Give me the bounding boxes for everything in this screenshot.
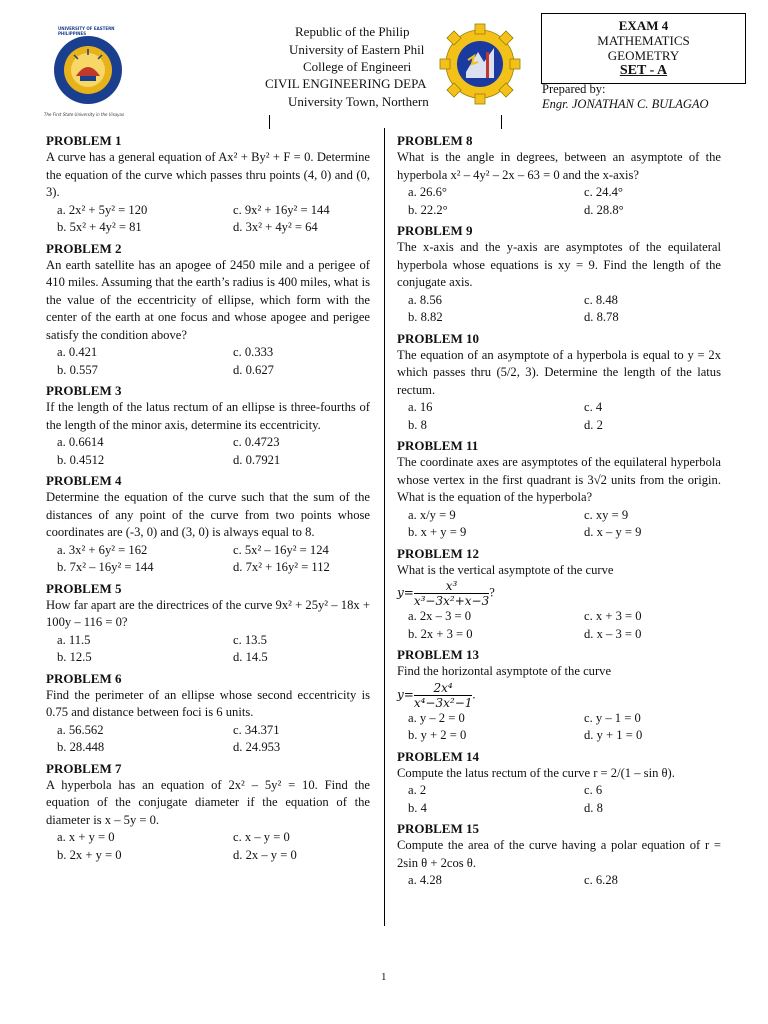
problem-title: PROBLEM 12 (397, 545, 479, 561)
option-a: a. 56.562 (57, 722, 104, 737)
page-number: 1 (381, 971, 387, 983)
option-c: c. 0.333 (233, 345, 274, 359)
engineering-gear-logo (438, 22, 522, 106)
problem-text: Determine the equation of the curve such that the sum of the distances of any point of the curve from two points whose coordinates are (-3, 0) and (3, 0) is always equal to 8. (46, 490, 370, 539)
option-c: c. y – 1 = 0 (584, 710, 641, 725)
subject-label: MATHEMATICS (597, 33, 690, 48)
equation-lhs: y= (397, 585, 414, 600)
option-a: a. 16 (408, 400, 433, 414)
seal-motto: The First State University in the Visayas (44, 112, 125, 117)
prepared-by-label: Prepared by: (542, 82, 606, 96)
equation-end: ? (489, 585, 495, 600)
option-c: c. 24.4° (584, 185, 623, 199)
option-d: d. 14.5 (233, 650, 268, 664)
seal-text: UNIVERSITY OF EASTERN PHILIPPINES (58, 26, 115, 36)
option-a: a. 2x² + 5y² = 120 (57, 202, 148, 217)
problem-title: PROBLEM 14 (397, 748, 479, 764)
topic-label: GEOMETRY (607, 48, 680, 63)
problem-title: PROBLEM 6 (46, 670, 122, 686)
option-c: c. 13.5 (233, 632, 267, 647)
problem-text-lead: Find the horizontal asymptote of the curve (397, 664, 612, 678)
option-c: c. 5x² – 16y² = 124 (233, 542, 329, 557)
problem-block (46, 670, 370, 757)
option-d: d. 2 (584, 417, 603, 432)
right-column (397, 129, 721, 890)
problem-title: PROBLEM 5 (46, 580, 122, 596)
problem-block (46, 580, 370, 667)
problem-text: A curve has a general equation of Ax² + By² + F = 0. Determine the equation of the curve which passes thru points (4, 0) and (0, 3). (46, 150, 370, 199)
problem-title: PROBLEM 3 (46, 383, 122, 398)
header-tick-right (501, 115, 502, 129)
exam-label: EXAM 4 (618, 18, 669, 33)
option-d: d. x – 3 = 0 (584, 626, 642, 641)
option-c: c. 4 (584, 400, 603, 414)
problem-block (397, 820, 721, 890)
option-d: d. y + 1 = 0 (584, 728, 643, 742)
equation-numerator: x³ (414, 579, 489, 594)
left-column (46, 129, 370, 864)
column-divider (384, 128, 385, 926)
option-b: b. 0.557 (57, 362, 98, 377)
problem-block (46, 760, 370, 865)
problem-title: PROBLEM 13 (397, 647, 479, 662)
option-c: c. 34.371 (233, 722, 280, 737)
equation-fraction (414, 579, 489, 608)
option-c: c. x – y = 0 (233, 830, 290, 844)
option-d: d. 7x² + 16y² = 112 (233, 560, 330, 574)
prepared-by-name: Engr. JONATHAN C. BULAGAO (542, 97, 709, 111)
problem-text: The x-axis and the y-axis are asymptotes of the equilateral hyperbola whose equations is xy = 9. Find the length of the conjugate axis. (397, 240, 721, 289)
option-d: d. x – y = 9 (584, 525, 642, 539)
header-line-1: Republic of the Philip (295, 24, 410, 39)
option-b: b. y + 2 = 0 (408, 728, 467, 742)
problem-title: PROBLEM 11 (397, 438, 479, 453)
problem-block (46, 472, 370, 577)
option-d: d. 8.78 (584, 310, 619, 324)
option-a: a. 4.28 (408, 873, 442, 887)
equation-lhs: y= (397, 686, 414, 701)
option-b: b. 2x + y = 0 (57, 847, 122, 862)
set-label: SET - A (619, 63, 668, 78)
option-d: d. 0.7921 (233, 452, 281, 467)
header-line-2: University of Eastern Phil (289, 42, 425, 57)
option-b: b. 0.4512 (57, 452, 105, 467)
problem-block (46, 382, 370, 469)
option-a: a. 8.56 (408, 292, 442, 307)
problem-text: Find the perimeter of an ellipse whose second eccentricity is 0.75 and distance between foci is 6 units. (46, 687, 370, 719)
option-a: a. 11.5 (57, 632, 91, 647)
problem-text: The coordinate axes are asymptotes of the equilateral hyperbola whose vertex in the first quadrant is 3√2 units from the origin. What is the equation of the hyperbola? (397, 455, 721, 504)
problem-text: What is the angle in degrees, between an asymptote of the hyperbola x² – 4y² – 2x – 63 = 0 and the x-axis? (397, 150, 721, 182)
header-tick-left (269, 115, 270, 129)
problem-block (46, 240, 370, 380)
header-line-5: University Town, Northern (288, 94, 429, 109)
option-a: a. 2x – 3 = 0 (408, 609, 472, 623)
problem-text: Compute the latus rectum of the curve r = 2/(1 – sin θ). (397, 765, 675, 780)
option-b: b. 2x + 3 = 0 (408, 626, 473, 641)
option-d: d. 24.953 (233, 740, 281, 754)
equation-fraction (413, 680, 476, 710)
option-c: c. 9x² + 16y² = 144 (233, 202, 330, 217)
option-c: c. x + 3 = 0 (584, 609, 642, 623)
option-d: d. 8 (584, 800, 603, 815)
option-c: c. 0.4723 (233, 435, 280, 449)
option-a: a. x + y = 0 (57, 830, 115, 844)
problem-block (397, 646, 721, 745)
option-a: a. 26.6° (408, 185, 447, 199)
option-b: b. 5x² + 4y² = 81 (57, 220, 142, 234)
problem-title: PROBLEM 4 (46, 473, 122, 488)
option-b: b. 22.2° (408, 202, 448, 217)
problem-text: Compute the area of the curve having a polar equation of r = 2sin θ + 2cos θ. (397, 838, 721, 870)
option-d: d. 28.8° (584, 202, 624, 217)
equation-end: . (472, 686, 476, 701)
option-b: b. 4 (408, 800, 427, 815)
equation-denominator: x⁴−3x²−1 (413, 695, 473, 710)
header-line-4: CIVIL ENGINEERING DEPA (265, 76, 427, 91)
option-b: b. 7x² – 16y² = 144 (57, 560, 154, 574)
problem-block (397, 330, 721, 435)
university-seal-logo (38, 22, 138, 122)
option-d: d. 3x² + 4y² = 64 (233, 220, 318, 234)
option-b: b. 8.82 (408, 310, 443, 324)
option-b: b. 8 (408, 417, 427, 432)
problem-block (397, 222, 721, 327)
header-line-3: College of Engineeri (303, 59, 412, 74)
option-b: b. 28.448 (57, 740, 105, 754)
problem-title: PROBLEM 15 (397, 821, 479, 836)
option-d: d. 0.627 (233, 362, 274, 377)
problem-title: PROBLEM 9 (397, 223, 473, 238)
option-a: a. 0.421 (57, 345, 98, 359)
problem-block (397, 545, 721, 644)
option-c: c. xy = 9 (584, 507, 629, 522)
option-d: d. 2x – y = 0 (233, 847, 297, 862)
problem-text: A hyperbola has an equation of 2x² – 5y² = 10. Find the equation of the conjugate diameter if the equation of the diameter is x – 5y = 0. (46, 777, 370, 827)
problem-text: How far apart are the directrices of the curve 9x² + 25y² – 18x + 100y – 116 = 0? (46, 597, 370, 629)
problem-text (397, 663, 721, 710)
problem-title: PROBLEM 7 (46, 760, 122, 776)
option-a: a. 2 (408, 783, 427, 797)
option-a: a. 0.6614 (57, 435, 104, 449)
problem-text-lead: What is the vertical asymptote of the curve (397, 562, 614, 577)
problem-title: PROBLEM 2 (46, 240, 122, 256)
problem-text: The equation of an asymptote of a hyperbola is equal to y = 2x which passes thru (5/2, 3). Determine the length of the latus rectum. (397, 347, 721, 397)
option-b: b. 12.5 (57, 650, 92, 664)
option-a: a. y – 2 = 0 (408, 710, 465, 725)
problem-text (397, 562, 721, 609)
exam-info-box (541, 13, 746, 84)
option-c: c. 8.48 (584, 292, 618, 307)
option-a: a. 3x² + 6y² = 162 (57, 542, 148, 557)
problem-block (397, 748, 721, 818)
problem-text: If the length of the latus rectum of an ellipse is three-fourths of the length of the minor axis, determine its eccentricity. (46, 400, 370, 432)
problem-title: PROBLEM 10 (397, 330, 479, 346)
problem-title: PROBLEM 8 (397, 133, 473, 148)
problem-text: An earth satellite has an apogee of 2450 mile and a perigee of 410 miles. Assuming that the earth’s radius is 400 miles, what is the value of the eccentricity of ellipse, which form with the center of the earth at one focus and whose apogee and perigee satisfy the condition above? (46, 257, 370, 342)
problem-title: PROBLEM 1 (46, 133, 122, 148)
equation-numerator: 2x⁴ (414, 681, 473, 696)
option-c: c. 6.28 (584, 873, 618, 887)
problem-block (46, 132, 370, 237)
option-b: b. x + y = 9 (408, 525, 467, 539)
option-a: a. x/y = 9 (408, 507, 456, 522)
problem-block (397, 437, 721, 542)
problem-block (397, 132, 721, 219)
equation-denominator: x³−3x²+x−3 (413, 594, 490, 608)
option-c: c. 6 (584, 783, 603, 797)
